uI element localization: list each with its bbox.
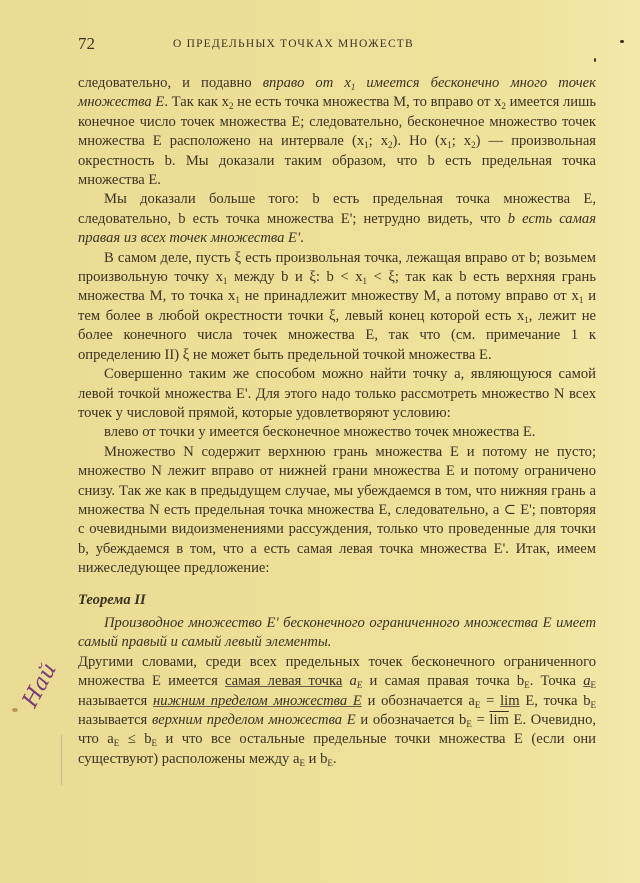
text: E. Очевидно, что a	[78, 712, 597, 748]
text: не принадлежит множеству M, а потому вправо от x	[239, 288, 579, 305]
subscript: 1	[235, 295, 240, 306]
subscript: 2	[471, 140, 476, 151]
subscript: 1	[524, 314, 529, 325]
text: и что все остальные предельные точки множества E (если они существуют) расположены между a	[78, 731, 596, 767]
text: не есть точка множества M, то вправо от x	[233, 94, 502, 111]
subscript: E	[466, 719, 472, 729]
text: имеется бесконечно много точек множества E	[78, 75, 596, 111]
paragraph-6: Множество N содержит верхнюю грань множества E и потому не пусто; множество N лежит вправо от нижней грани множества E и потому ограничено снизу. Так же как в предыдущем случае, мы убеждаемся в том, что нижняя грань a множества N есть предельная точка множества E, следовательно, a ⊂ E'; повторяя с очевидными видоизменениями рассуждения, только что проведенные для точки b, убеждаемся в том, что a есть самая левая точка множества E'. Итак, имеем нижеследующее предложение:	[78, 443, 596, 577]
text: и обозначается b	[355, 712, 467, 728]
text: следовательно, и подавно	[78, 75, 263, 91]
ink-speck	[594, 58, 596, 62]
math: a	[583, 673, 591, 690]
lim-over: $\overline{lim}$	[489, 712, 509, 728]
subscript: E	[524, 680, 530, 691]
subscript: 2	[388, 140, 393, 151]
text: Другими словами, среди всех предельных точек бесконечного ограниченного множества E имеется	[78, 653, 596, 690]
text: . Точка	[529, 673, 584, 690]
text: называется	[78, 692, 154, 709]
page-number: 72	[78, 34, 95, 53]
text: имеется лишь конечное число точек множества E; следовательно, бесконечное множество точек множества E расположено на интервале (x	[78, 94, 597, 150]
italic-text: нижним пределом множества E	[153, 692, 362, 709]
text: и b	[304, 750, 328, 767]
ink-speck	[620, 40, 624, 43]
text: .	[332, 750, 337, 767]
paragraph-4: Совершенно таким же способом можно найти точку a, являющуюся самой левой точкой множества E'. Для этого надо только рассмотреть множество N всех точек y числовой прямой, которые удовлетворяют условию:	[78, 366, 596, 421]
body-text	[78, 74, 596, 769]
subscript: E	[474, 699, 481, 710]
paragraph-2	[78, 190, 596, 248]
text: =	[480, 692, 501, 709]
paragraph-5-condition: влево от точки y имеется бесконечное множество точек множества E.	[104, 424, 536, 441]
subscript: 1	[447, 140, 452, 151]
text: ; x	[368, 133, 389, 150]
text: , лежит не более конечного числа точек множества E, так что (см. примечание 1 к определению II) ξ не может быть предельной точкой множества E.	[78, 307, 597, 363]
text: и самая правая точка b	[362, 673, 525, 690]
subscript: 2	[228, 101, 234, 112]
subscript: 2	[501, 101, 506, 112]
text: . Так как x	[164, 94, 229, 111]
paragraph-7	[78, 653, 596, 769]
handwritten-margin-note: Най	[18, 658, 62, 712]
text: между b и ξ: b < x	[227, 269, 363, 286]
text: E, точка b	[519, 692, 591, 709]
subscript: E	[590, 699, 596, 710]
theorem-statement: Производное множество E' бесконечного ограниченного множества E имеет самый правый и самый левый элементы.	[78, 614, 596, 651]
page-header	[78, 34, 580, 54]
lim-under: lim	[500, 692, 520, 709]
subscript: E	[151, 738, 157, 749]
text: =	[471, 712, 490, 728]
subscript: E	[299, 757, 305, 768]
underlined-text: самая левая точка	[225, 673, 343, 690]
paragraph-3	[78, 249, 596, 365]
running-title: О ПРЕДЕЛЬНЫХ ТОЧКАХ МНОЖЕСТВ	[173, 38, 414, 50]
subscript: 1	[362, 276, 367, 287]
subscript: 1	[578, 295, 584, 306]
text: ) — произвольная окрестность b. Мы доказали таким образом, что b есть предельная точка множества E.	[78, 133, 597, 189]
text: ). Но (x	[392, 133, 448, 150]
text: a	[342, 673, 357, 690]
italic-text: верхним пределом множества E	[151, 712, 356, 728]
subscript: 1	[364, 140, 369, 151]
subscript: 1	[222, 276, 228, 287]
theorem-title: Теорема II	[78, 591, 146, 608]
subscript: E	[327, 757, 333, 768]
subscript: 1	[350, 82, 356, 92]
text: называется	[78, 712, 152, 728]
italic-text: b есть самая правая из всех точек множества E'	[78, 210, 596, 247]
text: вправо от x	[262, 75, 351, 91]
text: и обозначается a	[361, 692, 475, 709]
stain-spot	[12, 708, 18, 712]
text: .	[300, 230, 304, 247]
subscript: E	[356, 680, 363, 691]
math	[342, 673, 362, 689]
paragraph-1	[78, 74, 596, 190]
text: В самом деле, пусть ξ есть произвольная точка, лежащая вправо от b; возьмем произвольную точку x	[78, 249, 596, 286]
text: ; x	[451, 133, 472, 150]
text: < ξ; так как b есть верхняя грань множества M, то точка x	[78, 269, 596, 305]
text: Мы доказали больше того: b есть предельная точка множества E, следовательно, b есть точка множества E'; нетрудно видеть, что	[78, 191, 596, 227]
text: и тем более в любой окрестности точки ξ, левый конец которой есть x	[78, 288, 597, 324]
text: ≤ b	[119, 731, 152, 748]
subscript: E	[590, 680, 596, 691]
margin-line	[61, 735, 62, 785]
subscript: E	[113, 738, 120, 749]
